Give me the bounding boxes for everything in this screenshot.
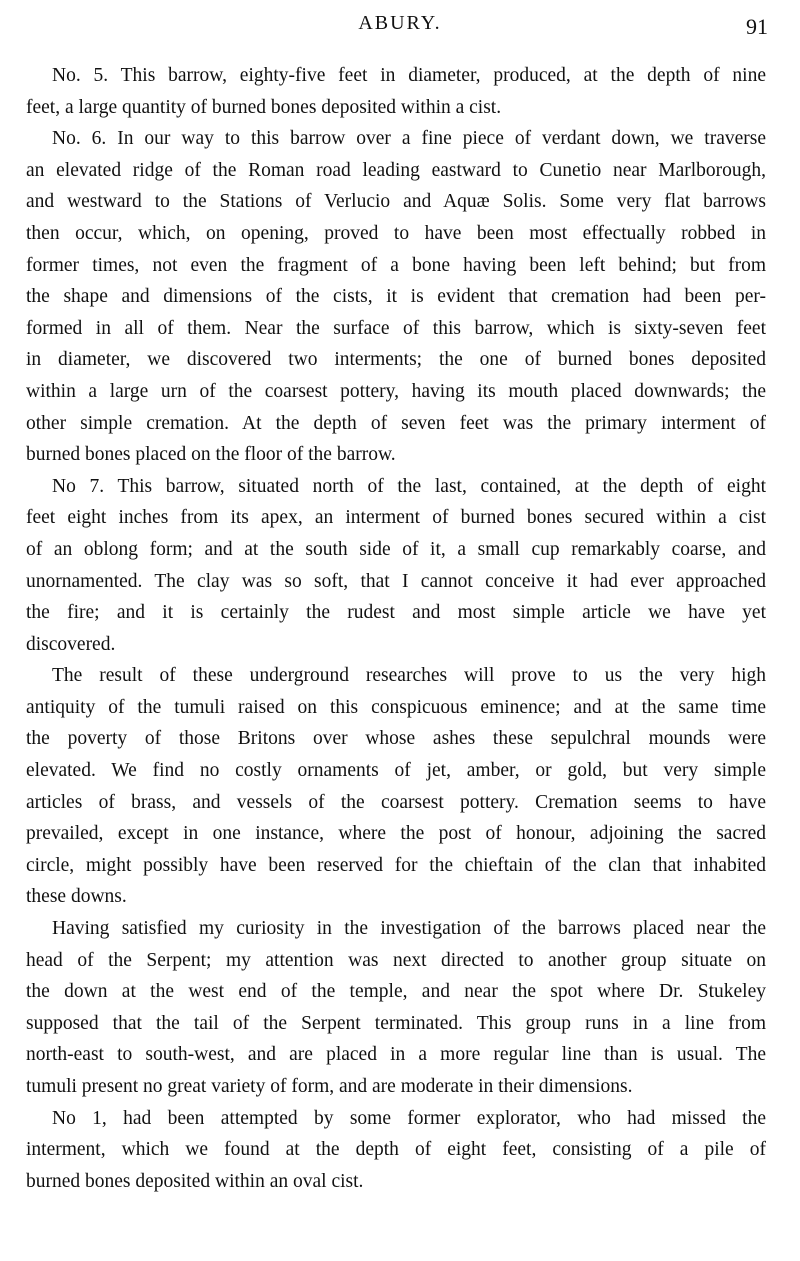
text-line: and westward to the Stations of Verlucio and Aquæ Solis. Some very flat barrows <box>26 191 766 213</box>
text-line: north-east to south-west, and are placed in a more regular line than is usual. The <box>26 1044 766 1066</box>
text-line: unornamented. The clay was so soft, that I cannot conceive it had ever approached <box>26 570 766 592</box>
text-line: feet, a large quantity of burned bones deposited within a cist. <box>26 96 502 118</box>
paragraph <box>26 123 766 471</box>
text-line: discovered. <box>26 633 116 655</box>
paragraph <box>26 471 766 661</box>
text-line: elevated. We find no costly ornaments of jet, amber, or gold, but very simple <box>26 760 766 782</box>
text-line: Having satisfied my curiosity in the investigation of the barrows placed near the <box>52 918 766 940</box>
text-line: No. 5. This barrow, eighty-five feet in diameter, produced, at the depth of nine <box>52 65 766 86</box>
paragraph <box>26 1103 766 1198</box>
text-line: burned bones deposited within an oval cist. <box>26 1170 364 1192</box>
text-line: other simple cremation. At the depth of seven feet was the primary interment of <box>26 412 766 434</box>
text-line: the poverty of those Britons over whose ashes these sepulchral mounds were <box>26 728 766 750</box>
text-line: these downs. <box>26 886 127 908</box>
text-line: antiquity of the tumuli raised on this conspicuous eminence; and at the same time <box>26 696 766 718</box>
text-line: circle, might possibly have been reserved for the chieftain of the clan that inhabited <box>26 854 766 876</box>
text-line: No. 6. In our way to this barrow over a fine piece of verdant down, we traverse <box>52 128 766 150</box>
page-header <box>0 10 800 40</box>
text-line: an elevated ridge of the Roman road leading eastward to Cunetio near Marlborough, <box>26 159 766 181</box>
text-line: then occur, which, on opening, proved to have been most effectually robbed in <box>26 222 766 244</box>
text-line: No 7. This barrow, situated north of the last, contained, at the depth of eight <box>52 475 766 497</box>
text-line: supposed that the tail of the Serpent terminated. This group runs in a line from <box>26 1012 766 1034</box>
text-line: head of the Serpent; my attention was next directed to another group situate on <box>26 949 766 971</box>
paragraph <box>26 60 766 123</box>
text-line: the fire; and it is certainly the rudest and most simple article we have yet <box>26 602 766 624</box>
text-line: burned bones placed on the floor of the barrow. <box>26 444 396 466</box>
text-line: The result of these underground researches will prove to us the very high <box>52 665 766 687</box>
text-line: formed in all of them. Near the surface of this barrow, which is sixty-seven feet <box>26 317 766 339</box>
text-line: the shape and dimensions of the cists, it is evident that cremation had been per- <box>26 286 766 308</box>
text-line: in diameter, we discovered two interments; the one of burned bones deposited <box>26 349 766 371</box>
paragraph <box>26 660 766 913</box>
text-line: former times, not even the fragment of a bone having been left behind; but from <box>26 254 766 276</box>
text-line: prevailed, except in one instance, where the post of honour, adjoining the sacred <box>26 823 766 845</box>
text-line: interment, which we found at the depth of eight feet, consisting of a pile of <box>26 1139 766 1161</box>
text-line: the down at the west end of the temple, and near the spot where Dr. Stukeley <box>26 981 766 1003</box>
text-line: within a large urn of the coarsest pottery, having its mouth placed downwards; the <box>26 380 766 402</box>
text-line: articles of brass, and vessels of the coarsest pottery. Cremation seems to have <box>26 791 766 813</box>
text-line: feet eight inches from its apex, an interment of burned bones secured within a cist <box>26 507 766 529</box>
running-title: ABURY. <box>358 12 442 34</box>
text-line: of an oblong form; and at the south side of it, a small cup remarkably coarse, and <box>26 538 766 560</box>
page-body <box>26 60 766 1197</box>
text-line: No 1, had been attempted by some former explorator, who had missed the <box>52 1107 766 1129</box>
page-number: 91 <box>746 14 768 39</box>
paragraph <box>26 913 766 1103</box>
text-line: tumuli present no great variety of form, and are moderate in their dimensions. <box>26 1076 633 1097</box>
